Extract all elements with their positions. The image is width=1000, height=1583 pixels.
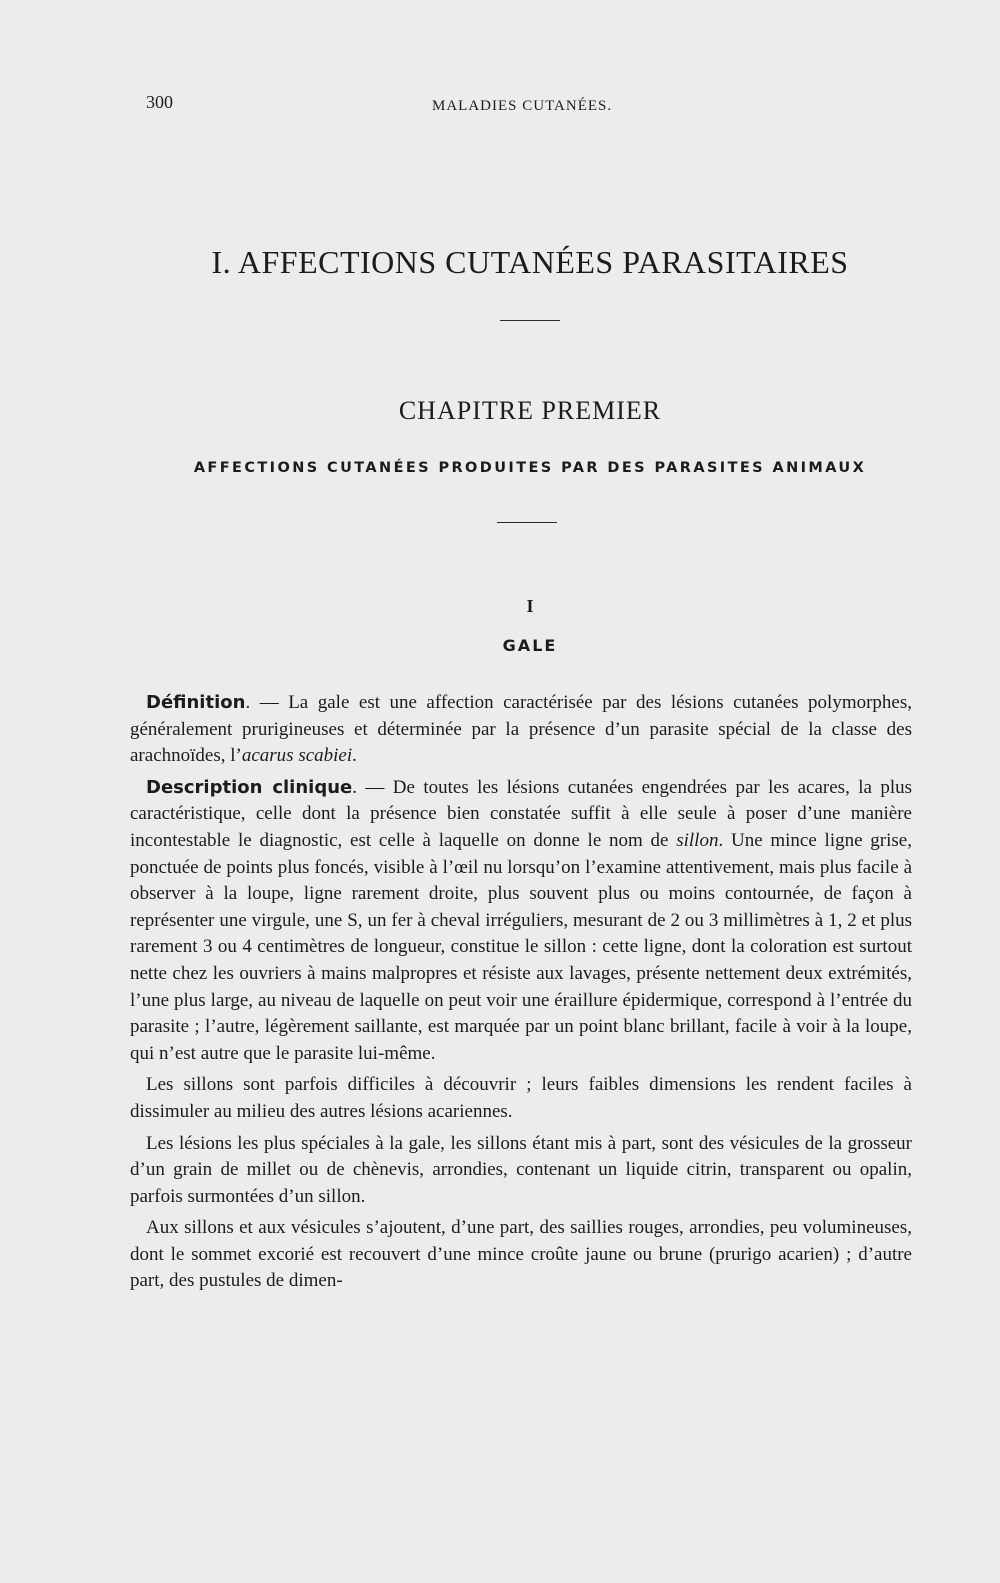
running-header bbox=[0, 92, 1000, 122]
paragraph: Aux sillons et aux vésicules s’ajoutent, d’une part, des saillies rouges, arrondies, peu volumineuses, dont le sommet excorié est recouvert d’une mince croûte jaune ou brune (prurigo acarien) ; d’autre part, des pustules de dimen- bbox=[130, 1217, 912, 1292]
run-in-heading: Définition bbox=[146, 692, 246, 713]
running-title: MALADIES CUTANÉES. bbox=[432, 98, 613, 114]
divider-rule bbox=[500, 320, 560, 321]
run-in-heading: Description clinique bbox=[146, 776, 353, 798]
divider-rule bbox=[497, 522, 557, 523]
paragraph: Les lésions les plus spéciales à la gale, les sillons étant mis à part, sont des vésicules de la grosseur d’un grain de millet ou de chènevis, arrondies, contenant un liquide citrin, transparent ou opalin, parfois surmontées d’un sillon. bbox=[130, 1132, 912, 1207]
chapter-subtitle: AFFECTIONS CUTANÉES PRODUITES PAR DES PARASITES ANIMAUX bbox=[193, 460, 867, 476]
italic-term: sillon bbox=[676, 829, 719, 851]
paragraph-description bbox=[130, 775, 912, 1068]
paragraph-text: . — La gale est une affection caractérisée par des lésions cutanées polymorphes, généralement prurigineuses et déterminée par la présence d’un parasite spécial de la classe des arachnoïdes, l’ bbox=[130, 692, 912, 767]
body-text bbox=[130, 690, 912, 1300]
part-title: I. AFFECTIONS CUTANÉES PARASITAIRES bbox=[211, 244, 849, 280]
paragraph-text: . — De toutes les lésions cutanées engendrées par les acares, la plus caractéristique, celle dont la présence bien constatée suffit à elle seule à poser d’une manière incontestable le diagnostic, est celle à laquelle on donne le nom de bbox=[130, 776, 912, 851]
section-title: GALE bbox=[502, 636, 558, 655]
italic-term: acarus scabiei bbox=[241, 745, 353, 767]
paragraph-text: . bbox=[352, 745, 357, 767]
page-number: 300 bbox=[146, 92, 173, 112]
paragraph: Les sillons sont parfois difficiles à découvrir ; leurs faibles dimensions les rendent faciles à dissimuler au milieu des autres lésions acariennes. bbox=[130, 1074, 912, 1122]
paragraph-definition bbox=[130, 690, 912, 770]
section-number: I bbox=[526, 596, 534, 616]
paragraph-text: . Une mince ligne grise, ponctuée de points plus foncés, visible à l’œil nu lorsqu’on l’examine attentivement, mais plus facile à observer à la loupe, ligne rarement droite, plus souvent plus ou moins contournée, de façon à représenter une virgule, une S, un fer à cheval irréguliers, mesurant de 2 ou 3 millimètres à 1, 2 et plus rarement 3 ou 4 centimètres de longueur, constitue le sillon : cette ligne, dont la coloration est surtout nette chez les ouvriers à mains malpropres et résiste aux lavages, présente nettement deux extrémités, l’une plus large, au niveau de laquelle on peut voir une éraillure épidermique, correspond à l’entrée du parasite ; l’autre, légèrement saillante, est marquée par un point blanc brillant, facile à voir à la loupe, qui n’est autre que le parasite lui-même. bbox=[130, 829, 912, 1064]
chapter-title: CHAPITRE PREMIER bbox=[398, 396, 662, 425]
